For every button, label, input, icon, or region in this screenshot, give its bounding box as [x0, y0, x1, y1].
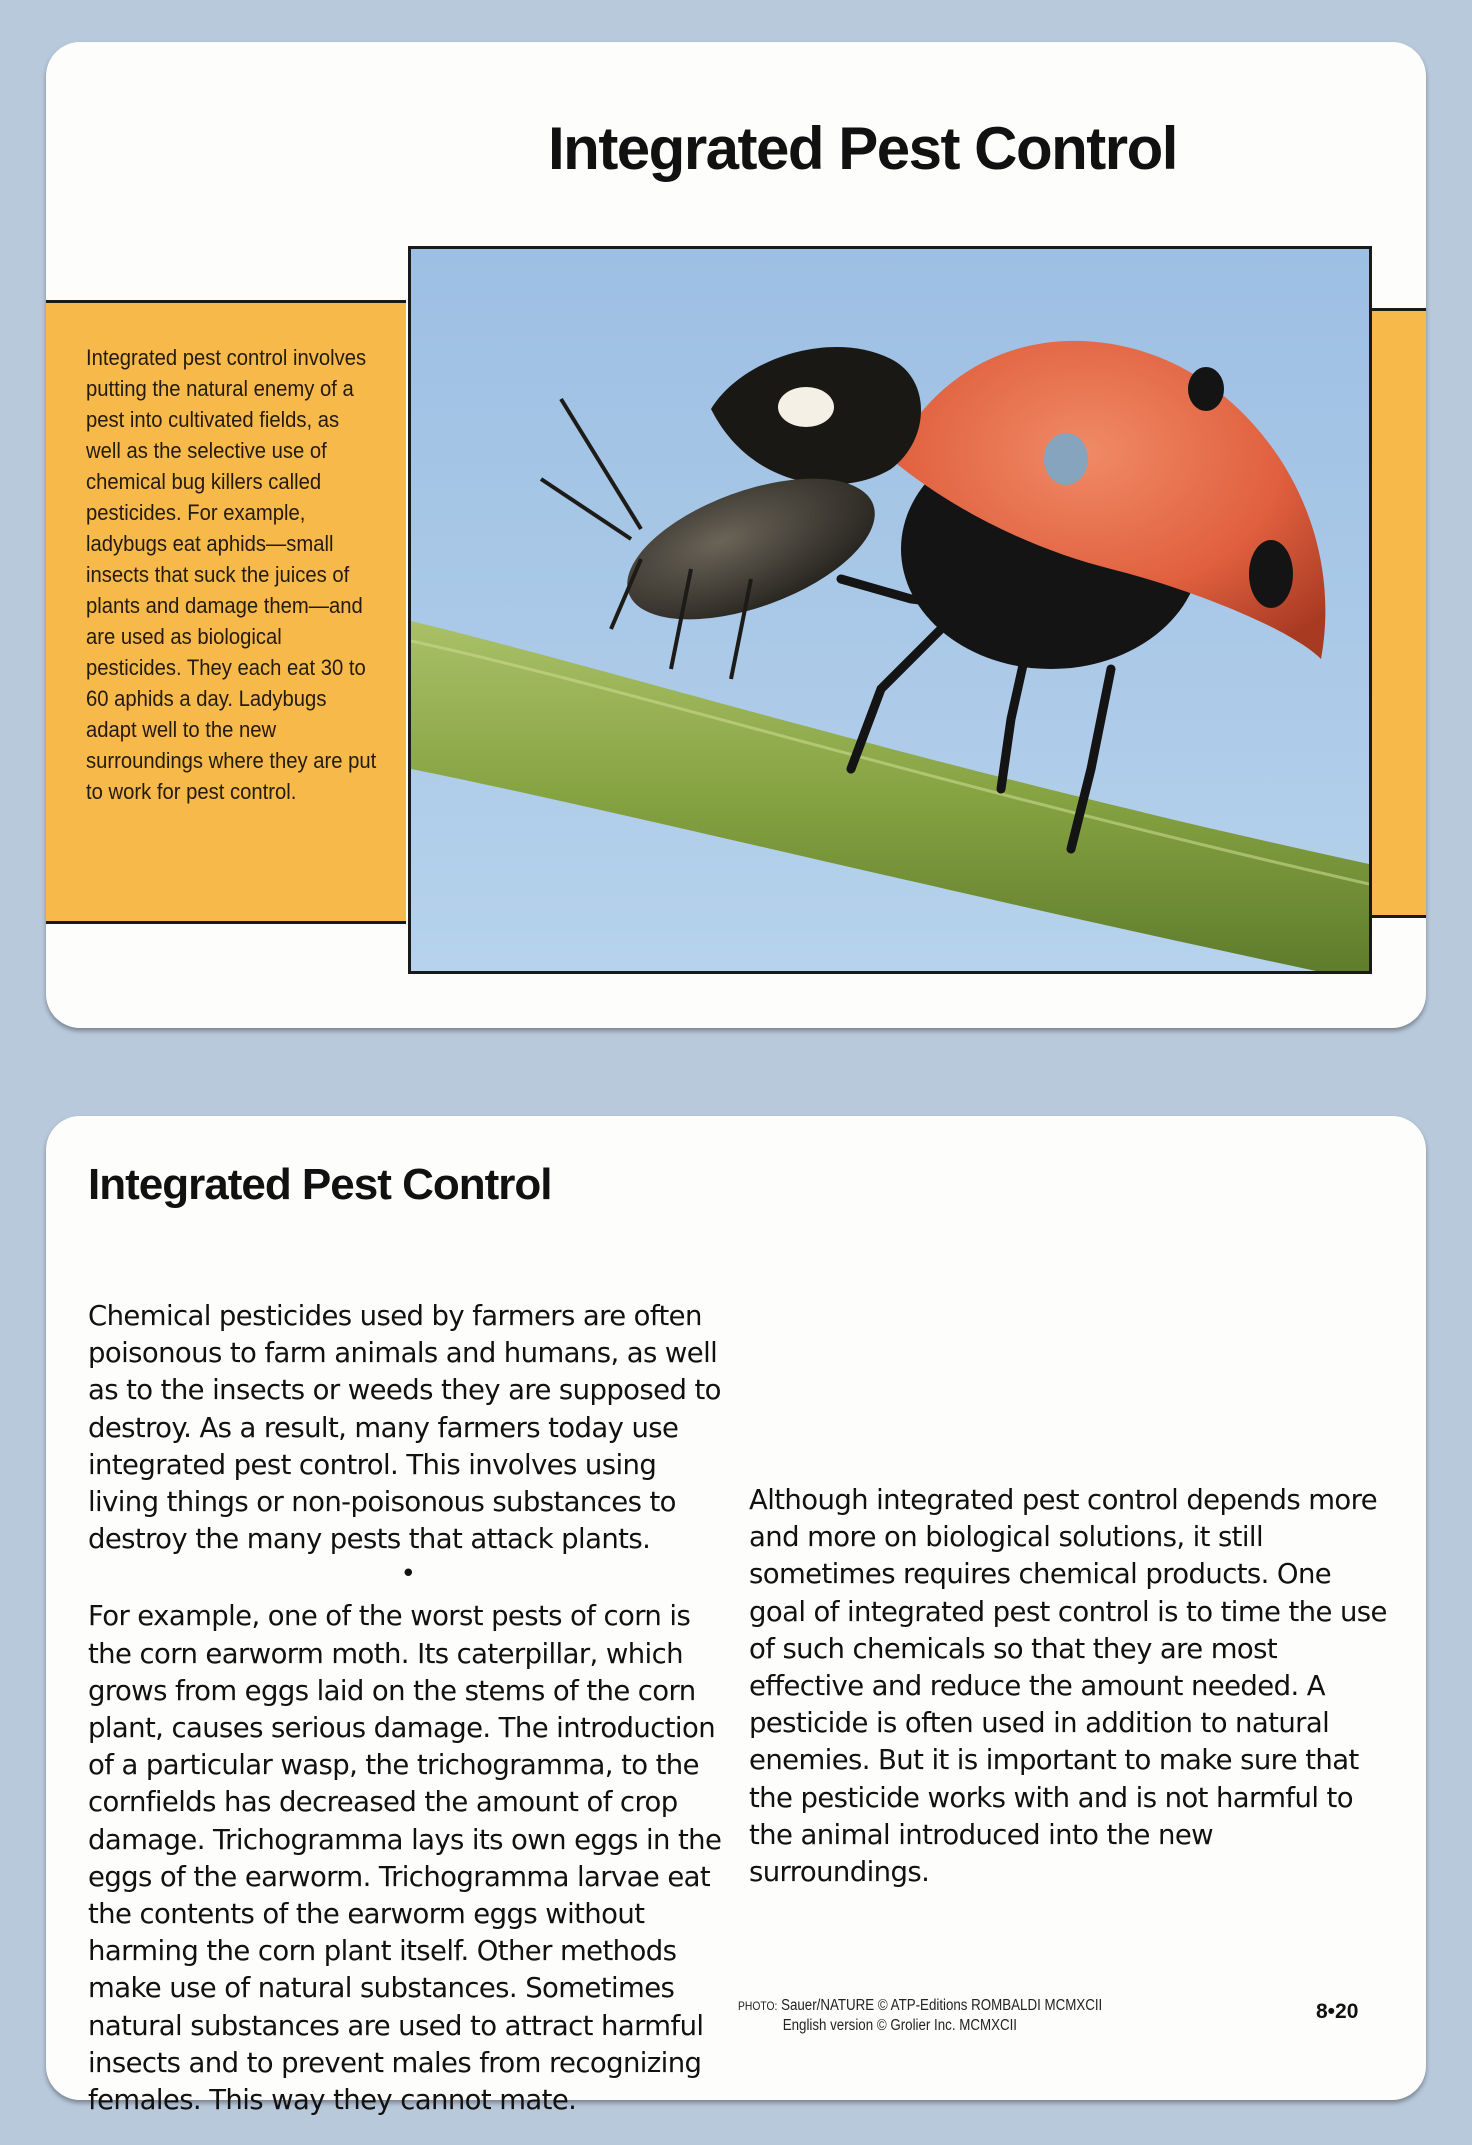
credit-line-2: English version © Grolier Inc. MCMXCII [782, 2017, 1018, 2034]
card-number: 8•20 [1316, 2000, 1359, 2023]
ladybug-photo [408, 246, 1372, 974]
paragraph [88, 1598, 728, 2119]
text-column-left [88, 1298, 728, 2119]
front-card [46, 42, 1426, 1028]
credit-line-1: Sauer/NATURE © ATP-Editions ROMBALDI MCMXCII [781, 1997, 1103, 2014]
photo-credit [738, 1996, 1102, 2036]
paragraph: Chemical pesticides used by farmers are often poisonous to farm animals and humans, as well as to the insects or weeds they are supposed to destroy. As a result, many farmers today use integrated pest control. This involves using living things or non-poisonous substances to destroy the many pests that attack plants. [88, 1300, 721, 1556]
info-band-right [1372, 308, 1426, 918]
credit-label: PHOTO: [738, 1999, 778, 2013]
text-column-right [749, 1294, 1389, 1891]
back-card [46, 1116, 1426, 2117]
paragraph: Although integrated pest control depends more and more on biological solutions, it still sometimes requires chemical products. One goal of integrated pest control is to time the use of such chemicals so that they are most effective and reduce the amount needed. A pesticide is often used in addition to natural enemies. But it is important to make sure that the pesticide works with and is not harmful to the animal introduced into the new surroundings. [749, 1484, 1387, 1889]
sidebar-text: Integrated pest control involves putting the natural enemy of a pest into cultivated fields, as well as the selective use of chemical bug killers called pesticides. For example, ladybugs eat aphids—small insects that suck the juices of plants and damage them—and are used as biological pesticides. They each eat 30 to 60 aphids a day. Ladybugs adapt well to the new surroundings where they are put to work for pest control. [86, 345, 377, 804]
back-title: Integrated Pest Control [88, 1160, 552, 1209]
paragraph-text: For example, one of the worst pests of corn is the corn earworm moth. Its caterpillar, which grows from eggs laid on the stems of the corn plant, causes serious damage. The introduction of a particular wasp, the trichogramma, to the cornfields has decreased the amount of crop damage. Trichogramma lays its own eggs in the eggs of the earworm. Trichogramma larvae eat the contents of the earworm eggs without harming the corn plant itself. Other methods make use of natural substances. Sometimes natural substances are used to attract harmful insects and to prevent males from recognizing females. This way they cannot mate. [88, 1600, 722, 2117]
front-title: Integrated Pest Control [548, 115, 1177, 182]
separator-dot: • [400, 1559, 416, 1590]
